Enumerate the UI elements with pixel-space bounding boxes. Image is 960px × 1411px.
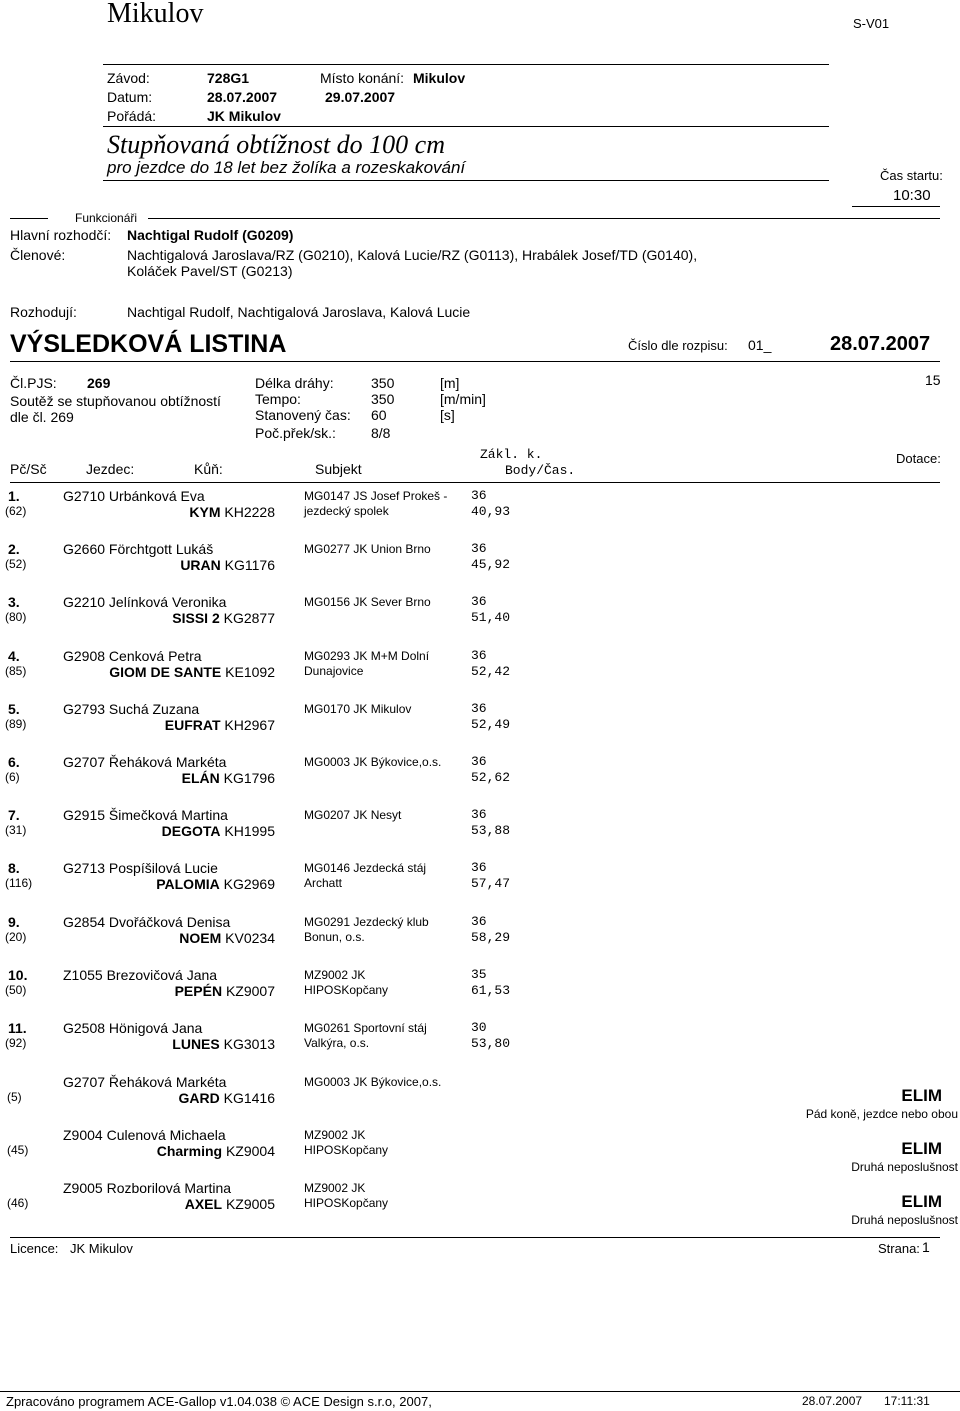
horse-id: KG3013 (223, 1036, 275, 1052)
result-row (0, 807, 960, 857)
cislo-value: 01_ (748, 337, 772, 353)
base-points: 36 (471, 807, 487, 823)
start-number: (85) (5, 663, 27, 678)
rozhoduji-label: Rozhodují: (10, 304, 77, 320)
subject-line1: MG0003 JK Býkovice,o.s. (304, 1075, 442, 1089)
subject-line1: MG0146 Jezdecká stáj (304, 861, 427, 876)
start-number: (92) (5, 1036, 27, 1050)
rank: 2. (8, 541, 20, 558)
rank: 5. (8, 700, 20, 717)
cas-startu-value: 10:30 (893, 187, 931, 204)
horse-name: GARD (178, 1090, 220, 1106)
horse-name: LUNES (172, 1036, 220, 1052)
subject-line1: MG0293 JK M+M Dolní (304, 648, 430, 663)
horse-name: GIOM DE SANTE (109, 663, 222, 680)
horse-id: KG2877 (223, 610, 275, 627)
results-date: 28.07.2007 (830, 333, 931, 355)
horse-id: KZ9005 (225, 1196, 275, 1213)
horse (165, 717, 275, 733)
result-row (0, 701, 960, 751)
result-row (0, 914, 960, 964)
rider-name: G2210 Jelínková Veronika (63, 594, 227, 611)
subject-line1: MG0207 JK Nesyt (304, 808, 402, 823)
prek-value: 8/8 (371, 425, 391, 441)
divider (103, 126, 829, 127)
subject-line1: MG0291 Jezdecký klub (304, 914, 429, 929)
horse-id: KE1092 (225, 663, 275, 680)
base-points: 30 (471, 1020, 487, 1035)
competitor-count: 15 (925, 372, 941, 388)
horse (162, 823, 275, 839)
horse (185, 1196, 275, 1212)
points-time: 51,40 (471, 610, 511, 626)
subject-line1: MG0170 JK Mikulov (304, 701, 412, 716)
stanoveny-label: Stanovený čas: (255, 407, 351, 423)
base-points: 36 (471, 700, 487, 716)
horse-id: KH2967 (224, 716, 275, 733)
horse (109, 664, 275, 680)
subject-line2: jezdecký spolek (304, 504, 389, 518)
rozhoduji-value: Nachtigal Rudolf, Nachtigalová Jaroslava, Kalová Lucie (127, 304, 471, 320)
horse-id: KH2228 (224, 504, 275, 520)
rider-name: G2793 Suchá Zuzana (63, 700, 200, 717)
elim-status: ELIM (901, 1139, 942, 1159)
clenove-line1: Nachtigalová Jaroslava/RZ (G0210), Kalová Lucie/RZ (G0113), Hrabálek Josef/TD (G0140), (127, 247, 698, 263)
pjs-label: Čl.PJS: (10, 375, 57, 391)
prek-label: Poč.přek/sk.: (255, 425, 336, 441)
col-subjekt: Subjekt (315, 461, 362, 477)
subject-line1: MG0277 JK Union Brno (304, 542, 431, 557)
clenove-line2: Koláček Pavel/ST (G0213) (127, 263, 293, 279)
tempo-value: 350 (371, 391, 395, 407)
rank: 11. (8, 1020, 27, 1036)
stanoveny-value: 60 (371, 407, 387, 423)
delka-value: 350 (371, 375, 395, 391)
rider-name: Z1055 Brezovičová Jana (63, 966, 218, 983)
start-number: (45) (7, 1143, 29, 1158)
result-row (0, 648, 960, 698)
horse-name: PEPÉN (174, 982, 223, 999)
pjs-value: 269 (87, 375, 111, 391)
delka-unit: [m] (440, 375, 460, 391)
divider (852, 206, 940, 207)
pjs-desc1: Soutěž se stupňovanou obtížností (10, 393, 221, 409)
stanoveny-unit: [s] (440, 407, 455, 423)
cas-startu-label: Čas startu: (880, 168, 943, 183)
misto-value: Mikulov (413, 70, 466, 86)
start-number: (89) (5, 716, 27, 731)
rider-name: G2707 Řeháková Markéta (63, 1074, 227, 1090)
start-number: (5) (7, 1090, 22, 1104)
divider (103, 180, 829, 181)
base-points: 36 (471, 860, 487, 876)
result-row (0, 967, 960, 1017)
result-row (0, 754, 960, 804)
horse (179, 930, 275, 946)
competition-subtitle: pro jezdce do 18 let bez žolíka a rozeskakování (107, 158, 466, 177)
elim-reason: Pád koně, jezdce nebo obou (805, 1107, 958, 1121)
datum-from: 28.07.2007 (207, 89, 278, 105)
horse (172, 1036, 275, 1052)
base-points: 36 (471, 754, 487, 769)
subject-line1: MG0156 JK Sever Brno (304, 595, 431, 610)
rider-name: G2707 Řeháková Markéta (63, 754, 227, 770)
horse-name: URAN (180, 557, 221, 574)
horse-id: KG1176 (224, 557, 275, 574)
horse-name: NOEM (179, 929, 222, 946)
col-zakl: Zákl. k. (480, 447, 543, 462)
result-row (0, 594, 960, 644)
rank: 8. (8, 860, 20, 877)
start-number: (62) (5, 504, 27, 518)
rider-name: G2710 Urbánková Eva (63, 488, 205, 504)
datum-label: Datum: (107, 89, 153, 105)
subject-line1: MG0003 JK Býkovice,o.s. (304, 755, 442, 769)
subject-line2: HIPOSKopčany (304, 1196, 389, 1211)
horse (172, 610, 275, 626)
elim-reason: Druhá neposlušnost (851, 1160, 958, 1175)
base-points: 36 (471, 913, 487, 929)
rank: 7. (8, 807, 20, 824)
subject-line2: Valkýra, o.s. (304, 1036, 370, 1050)
col-jezdec: Jezdec: (86, 461, 135, 477)
points-time: 61,53 (471, 982, 511, 998)
start-number: (6) (5, 770, 20, 784)
divider (10, 1237, 940, 1238)
col-kun: Kůň: (194, 461, 223, 477)
pjs-desc2: dle čl. 269 (10, 409, 74, 425)
horse-name: ELÁN (181, 770, 220, 786)
subject-line1: MZ9002 JK (304, 1128, 366, 1143)
results-title: VÝSLEDKOVÁ LISTINA (10, 330, 287, 358)
competition-title: Stupňovaná obtížnost do 100 cm (107, 130, 445, 159)
cislo-label: Číslo dle rozpisu: (628, 338, 728, 353)
strana-label: Strana: (878, 1241, 920, 1256)
horse-id: KZ9007 (225, 982, 275, 999)
strana-value: 1 (922, 1239, 930, 1255)
elim-status: ELIM (901, 1086, 942, 1105)
subject-line1: MZ9002 JK (304, 967, 366, 982)
rider-name: G2915 Šimečková Martina (63, 807, 228, 824)
divider (148, 218, 940, 219)
rank: 3. (8, 594, 20, 611)
base-points: 36 (471, 488, 487, 503)
hlavni-value: Nachtigal Rudolf (G0209) (127, 227, 294, 243)
eliminated-row (0, 1180, 960, 1230)
rider-name: Z9005 Rozborilová Martina (63, 1180, 232, 1197)
misto-label: Místo konání: (320, 70, 405, 86)
horse (180, 557, 275, 573)
horse (179, 1090, 276, 1106)
horse (157, 1143, 275, 1159)
result-row (0, 541, 960, 591)
rank: 9. (8, 913, 20, 930)
points-time: 52,62 (471, 770, 511, 785)
rider-name: Z9004 Culenová Michaela (63, 1127, 226, 1144)
base-points: 36 (471, 647, 487, 663)
print-time: 17:11:31 (884, 1394, 930, 1408)
rider-name: G2713 Pospíšilová Lucie (63, 860, 218, 877)
points-time: 52,49 (471, 716, 511, 732)
porada-value: JK Mikulov (207, 108, 281, 124)
horse (175, 983, 275, 999)
horse-id: KG1416 (223, 1090, 275, 1106)
points-time: 53,80 (471, 1036, 511, 1051)
eliminated-row (0, 1074, 960, 1124)
start-number: (46) (7, 1196, 29, 1211)
start-number: (116) (5, 876, 33, 891)
subject-line1: MG0147 JS Josef Prokeš - (304, 489, 448, 503)
divider (10, 361, 940, 362)
eliminated-row (0, 1127, 960, 1177)
horse-name: Charming (156, 1143, 223, 1160)
horse-id: KZ9004 (225, 1143, 275, 1160)
subject-line1: MZ9002 JK (304, 1181, 366, 1196)
horse-id: KV0234 (225, 929, 275, 946)
horse-name: SISSI 2 (172, 610, 220, 627)
points-time: 45,92 (471, 557, 511, 573)
rider-name: G2908 Cenková Petra (63, 647, 202, 664)
horse-id: KG1796 (223, 770, 275, 786)
points-time: 53,88 (471, 823, 511, 839)
elim-reason: Druhá neposlušnost (851, 1213, 958, 1228)
points-time: 58,29 (471, 929, 511, 945)
start-number: (80) (5, 610, 27, 625)
porada-label: Pořádá: (107, 108, 157, 124)
tempo-unit: [m/min] (440, 391, 486, 407)
hlavni-label: Hlavní rozhodčí: (10, 227, 112, 243)
officials-section-label: Funkcionáři (75, 211, 138, 225)
rank: 6. (8, 754, 20, 770)
subject-line1: MG0261 Sportovní stáj (304, 1021, 427, 1035)
program-info: Zpracováno programem ACE-Gallop v1.04.038 © ACE Design s.r.o, 2007, (6, 1394, 432, 1409)
start-number: (31) (5, 823, 27, 838)
rider-name: G2854 Dvořáčková Denisa (63, 913, 231, 930)
base-points: 35 (471, 966, 487, 982)
divider (103, 64, 829, 65)
start-number: (20) (5, 929, 27, 944)
horse-name: DEGOTA (161, 823, 221, 840)
rider-name: G2508 Hönigová Jana (63, 1020, 203, 1036)
divider (10, 218, 48, 219)
rank: 4. (8, 647, 20, 664)
subject-line2: Bonun, o.s. (304, 929, 365, 944)
tempo-label: Tempo: (255, 391, 301, 407)
result-row (0, 860, 960, 910)
result-row (0, 488, 960, 538)
zavod-label: Závod: (107, 70, 150, 86)
base-points: 36 (471, 541, 487, 557)
rider-name: G2660 Förchtgott Lukáš (63, 541, 214, 558)
horse (182, 770, 275, 786)
divider (10, 482, 940, 483)
points-time: 57,47 (471, 876, 511, 892)
rank: 1. (8, 488, 20, 504)
horse-id: KH1995 (224, 823, 275, 840)
subject-line2: Archatt (304, 876, 343, 891)
base-points: 36 (471, 594, 487, 610)
horse (156, 876, 275, 892)
subject-line2: Dunajovice (304, 663, 364, 678)
horse-name: EUFRAT (164, 716, 221, 733)
licence-label: Licence: (10, 1241, 59, 1256)
document-code: S-V01 (853, 16, 890, 31)
points-time: 40,93 (471, 504, 511, 519)
rank: 10. (8, 966, 28, 983)
col-body: Body/Čas. (505, 463, 576, 478)
elim-status: ELIM (901, 1192, 942, 1212)
points-time: 52,42 (471, 663, 511, 679)
delka-label: Délka dráhy: (255, 375, 334, 391)
print-date: 28.07.2007 (802, 1394, 863, 1408)
horse-name: PALOMIA (156, 876, 220, 893)
horse-name: KYM (189, 504, 221, 520)
start-number: (52) (5, 557, 27, 572)
subject-line2: HIPOSKopčany (304, 982, 389, 997)
clenove-label: Členové: (10, 247, 66, 263)
divider (0, 1391, 960, 1392)
col-pc: Pč/Sč (10, 461, 47, 477)
city-title: Mikulov (107, 0, 204, 29)
subject-line2: HIPOSKopčany (304, 1143, 389, 1158)
horse-name: AXEL (184, 1196, 223, 1213)
zavod-value: 728G1 (207, 70, 250, 86)
horse (189, 504, 275, 520)
datum-to: 29.07.2007 (325, 89, 396, 105)
result-row (0, 1020, 960, 1070)
col-dotace: Dotace: (896, 451, 941, 466)
start-number: (50) (5, 982, 27, 997)
licence-value: JK Mikulov (70, 1241, 133, 1256)
horse-id: KG2969 (223, 876, 275, 893)
